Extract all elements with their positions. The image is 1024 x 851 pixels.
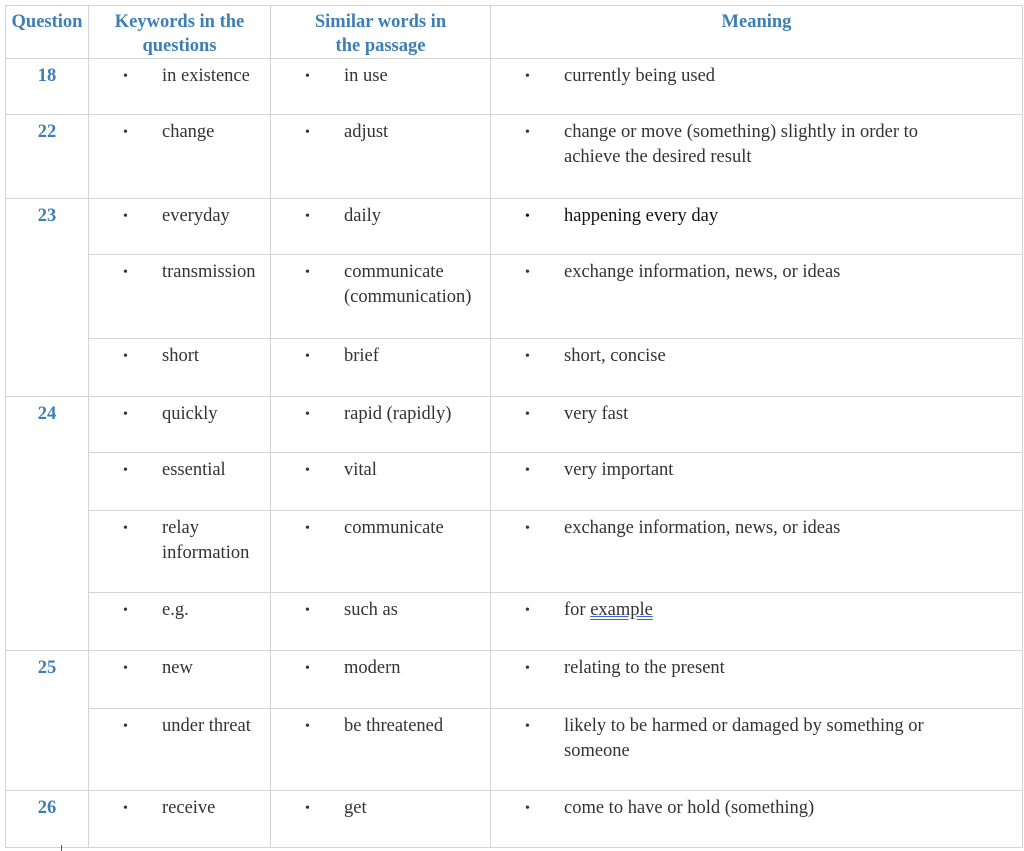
- keyword-text: essential: [162, 460, 226, 480]
- question-number: 25: [6, 651, 89, 791]
- table-row: [6, 453, 1023, 511]
- keyword-cell: [89, 59, 271, 115]
- bullet: •: [305, 661, 310, 676]
- bullet: •: [305, 407, 310, 422]
- bullet: •: [525, 603, 530, 618]
- header-similar-words: [271, 6, 491, 59]
- meaning-text-line1: likely to be harmed or damaged by something or: [564, 716, 924, 736]
- table-row: [6, 199, 1023, 255]
- meaning-cell: [491, 115, 1023, 199]
- bullet: •: [123, 349, 128, 364]
- question-number: 26: [6, 791, 89, 848]
- bullet: •: [305, 349, 310, 364]
- keyword-text: short: [162, 346, 199, 366]
- keyword-cell: [89, 511, 271, 593]
- similar-word-text-line2: (communication): [344, 287, 472, 307]
- header-meaning: [491, 6, 1023, 59]
- bullet: •: [305, 603, 310, 618]
- bullet: •: [305, 125, 310, 140]
- table-row: [6, 115, 1023, 199]
- similar-word-text: get: [344, 798, 367, 818]
- bullet: •: [305, 719, 310, 734]
- bullet: •: [525, 407, 530, 422]
- meaning-text: relating to the present: [564, 658, 725, 678]
- meaning-text-line1: change or move (something) slightly in order to: [564, 122, 918, 142]
- header-keywords: [89, 6, 271, 59]
- header-row: [6, 6, 1023, 59]
- similar-word-cell: [271, 199, 491, 255]
- similar-word-text: in use: [344, 66, 388, 86]
- similar-word-cell: [271, 453, 491, 511]
- bullet: •: [123, 719, 128, 734]
- table-row: [6, 791, 1023, 848]
- meaning-text: come to have or hold (something): [564, 798, 815, 818]
- vocabulary-table: [5, 5, 1023, 848]
- keyword-cell: [89, 397, 271, 453]
- keyword-cell: [89, 453, 271, 511]
- bullet: •: [525, 69, 530, 84]
- header-question: [6, 6, 89, 59]
- similar-word-text: communicate: [344, 518, 444, 538]
- meaning-cell: [491, 397, 1023, 453]
- keyword-text: change: [162, 122, 215, 142]
- header-keywords-line2: questions: [142, 36, 217, 56]
- bullet: •: [123, 125, 128, 140]
- similar-word-cell: [271, 397, 491, 453]
- question-number: 23: [6, 199, 89, 397]
- keyword-cell: [89, 255, 271, 339]
- similar-word-text-line1: communicate: [344, 262, 444, 282]
- header-meaning-text: Meaning: [721, 12, 792, 32]
- keyword-cell: [89, 651, 271, 709]
- meaning-text: exchange information, news, or ideas: [564, 518, 841, 538]
- similar-word-text: daily: [344, 206, 381, 226]
- keyword-cell: [89, 593, 271, 651]
- bullet: •: [123, 603, 128, 618]
- bullet: •: [123, 463, 128, 478]
- meaning-text: happening every day: [564, 206, 719, 226]
- meaning-cell: [491, 59, 1023, 115]
- table-row: [6, 593, 1023, 651]
- similar-word-cell: [271, 651, 491, 709]
- bullet: •: [525, 521, 530, 536]
- bullet: •: [305, 69, 310, 84]
- meaning-text-line2: achieve the desired result: [564, 147, 752, 167]
- similar-word-cell: [271, 511, 491, 593]
- bullet: •: [123, 265, 128, 280]
- similar-word-text: modern: [344, 658, 401, 678]
- question-number: 24: [6, 397, 89, 651]
- meaning-cell: [491, 199, 1023, 255]
- keyword-text: under threat: [162, 716, 251, 736]
- meaning-text-prefix: for: [564, 600, 591, 620]
- bullet: •: [525, 265, 530, 280]
- keyword-text: everyday: [162, 206, 230, 226]
- spellcheck-underlined-word: example: [590, 600, 653, 620]
- table-row: [6, 59, 1023, 115]
- meaning-cell: [491, 453, 1023, 511]
- bullet: •: [525, 801, 530, 816]
- bullet: •: [305, 463, 310, 478]
- keyword-text-line1: relay: [162, 518, 199, 538]
- bullet: •: [525, 209, 530, 224]
- meaning-text: currently being used: [564, 66, 716, 86]
- meaning-cell: [491, 709, 1023, 791]
- keyword-text: receive: [162, 798, 216, 818]
- bullet: •: [123, 209, 128, 224]
- header-keywords-line1: Keywords in the: [114, 12, 245, 32]
- header-question-text: Question: [11, 12, 83, 32]
- similar-word-text: vital: [344, 460, 377, 480]
- meaning-cell: [491, 511, 1023, 593]
- bullet: •: [305, 801, 310, 816]
- similar-word-cell: [271, 255, 491, 339]
- bullet: •: [525, 719, 530, 734]
- keyword-text: new: [162, 658, 193, 678]
- keyword-cell: [89, 339, 271, 397]
- keyword-cell: [89, 791, 271, 848]
- similar-word-cell: [271, 791, 491, 848]
- bullet: •: [123, 661, 128, 676]
- keyword-text: e.g.: [162, 600, 189, 620]
- bullet: •: [123, 521, 128, 536]
- bullet: •: [525, 463, 530, 478]
- meaning-cell: [491, 339, 1023, 397]
- keyword-cell: [89, 115, 271, 199]
- meaning-cell: [491, 255, 1023, 339]
- similar-word-text: such as: [344, 600, 398, 620]
- meaning-text: very fast: [564, 404, 629, 424]
- question-number: 18: [6, 59, 89, 115]
- bullet: •: [305, 521, 310, 536]
- similar-word-cell: [271, 339, 491, 397]
- similar-word-cell: [271, 115, 491, 199]
- bullet: •: [525, 349, 530, 364]
- cursor-mark: [61, 845, 62, 851]
- similar-word-text: be threatened: [344, 716, 444, 736]
- table-row: [6, 339, 1023, 397]
- question-number: 22: [6, 115, 89, 199]
- keyword-text: in existence: [162, 66, 250, 86]
- meaning-cell: [491, 593, 1023, 651]
- table-row: [6, 255, 1023, 339]
- bullet: •: [525, 125, 530, 140]
- keyword-text-line2: information: [162, 543, 250, 563]
- keyword-text: transmission: [162, 262, 256, 282]
- header-similar-line1: Similar words in: [314, 12, 447, 32]
- meaning-text: exchange information, news, or ideas: [564, 262, 841, 282]
- bullet: •: [123, 407, 128, 422]
- similar-word-text: rapid (rapidly): [344, 404, 452, 424]
- table-row: [6, 511, 1023, 593]
- similar-word-cell: [271, 709, 491, 791]
- table-row: [6, 651, 1023, 709]
- similar-word-text: adjust: [344, 122, 389, 142]
- similar-word-cell: [271, 593, 491, 651]
- bullet: •: [123, 801, 128, 816]
- meaning-cell: [491, 651, 1023, 709]
- bullet: •: [525, 661, 530, 676]
- table-row: [6, 709, 1023, 791]
- meaning-text: short, concise: [564, 346, 666, 366]
- bullet: •: [123, 69, 128, 84]
- keyword-text: quickly: [162, 404, 218, 424]
- keyword-cell: [89, 199, 271, 255]
- bullet: •: [305, 265, 310, 280]
- meaning-text: very important: [564, 460, 674, 480]
- similar-word-text: brief: [344, 346, 379, 366]
- table-row: [6, 397, 1023, 453]
- meaning-text-line2: someone: [564, 741, 630, 761]
- bullet: •: [305, 209, 310, 224]
- header-similar-line2: the passage: [335, 36, 426, 56]
- similar-word-cell: [271, 59, 491, 115]
- meaning-cell: [491, 791, 1023, 848]
- keyword-cell: [89, 709, 271, 791]
